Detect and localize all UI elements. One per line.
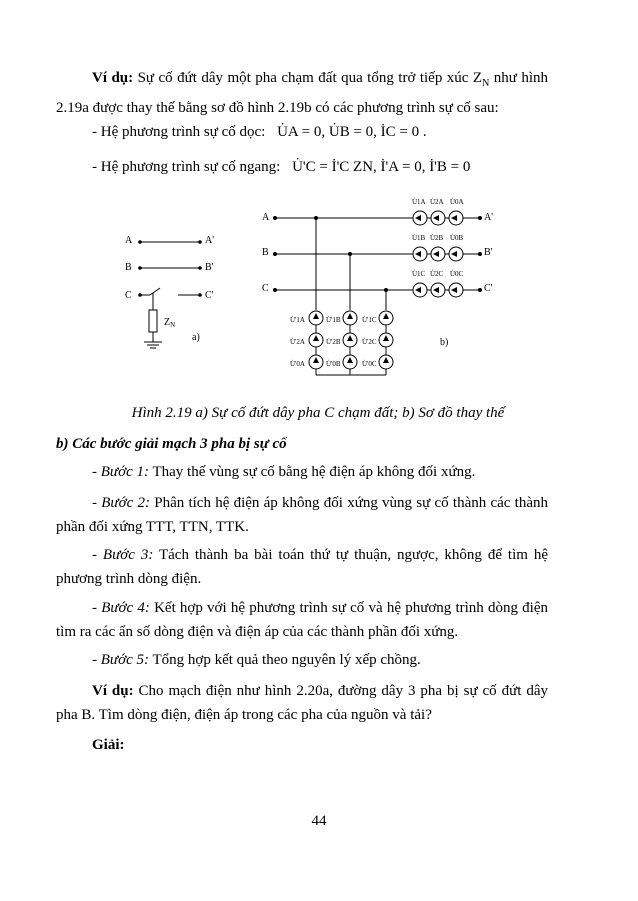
equation-shunt-formula: U̇'C = İ'C ZN, İ'A = 0, İ'B = 0	[292, 159, 471, 175]
step-4-text: Kết hợp với hệ phương trình sự cố và hệ phương trình dòng điện tìm ra các ẩn số dòng điện và điện áp của các thành phần đối xứng.	[56, 600, 548, 640]
fig-a-zn: $Z_N$	[164, 317, 176, 329]
label-2B: U̇2B	[430, 234, 444, 242]
fig-a-label-A2: A'	[205, 235, 215, 246]
label-p2C: U̇'2C	[362, 338, 377, 346]
fig-b-label-A2: A'	[484, 212, 494, 223]
fig-a-label-B: B	[125, 262, 132, 273]
fig-b-label-A: A	[262, 212, 270, 223]
example-2	[56, 679, 548, 727]
label-p0B: U̇'0B	[326, 360, 341, 368]
fig-a-label-C2: C'	[205, 290, 214, 301]
label-p1B: U̇'1B	[326, 316, 341, 324]
equation-series-formula: U̇A = 0, U̇B = 0, İC = 0 .	[277, 124, 427, 140]
step-3-label: - Bước 3:	[92, 547, 154, 563]
label-2C: U̇2C	[430, 270, 444, 278]
step-5-text: Tổng hợp kết quả theo nguyên lý xếp chồng.	[149, 652, 421, 668]
step-5-label: - Bước 5:	[92, 652, 149, 668]
label-0B: U̇0B	[450, 234, 464, 242]
step-1-label: - Bước 1:	[92, 464, 149, 480]
step-4	[56, 596, 548, 644]
fig-b-label-C2: C'	[484, 283, 493, 294]
equation-shunt	[92, 155, 470, 179]
equation-shunt-label: - Hệ phương trình sự cố ngang:	[92, 159, 281, 175]
label-0C: U̇0C	[450, 270, 464, 278]
step-3-text: Tách thành ba bài toán thứ tự thuận, ngược, không để tìm hệ phương trình dòng điện.	[56, 547, 548, 587]
page-number: 44	[311, 813, 327, 829]
example-paragraph	[56, 66, 548, 120]
step-4-label: - Bước 4:	[92, 600, 150, 616]
label-p0A: U̇'0A	[290, 360, 305, 368]
step-2	[56, 491, 548, 539]
fig-b-label-C: C	[262, 283, 269, 294]
label-1B: U̇1B	[412, 234, 426, 242]
label-p1A: U̇'1A	[290, 316, 305, 324]
step-3	[56, 543, 548, 591]
step-2-label: - Bước 2:	[92, 495, 150, 511]
figure-2-19	[0, 190, 638, 400]
figure-caption: Hình 2.19 a) Sự cố đứt dây pha C chạm đất; b) Sơ đồ thay thế	[131, 405, 505, 421]
label-1A: U̇1A	[412, 198, 426, 206]
step-5	[56, 648, 548, 672]
fig-a-tag: a)	[192, 332, 200, 343]
fig-a-label-A: A	[125, 235, 133, 246]
label-2A: U̇2A	[430, 198, 444, 206]
label-p2B: U̇'2B	[326, 338, 341, 346]
example-lead: Ví dụ:	[92, 70, 134, 86]
label-1C: U̇1C	[412, 270, 426, 278]
label-p2A: U̇'2A	[290, 338, 305, 346]
label-0A: U̇0A	[450, 198, 464, 206]
step-2-text: Phân tích hệ điện áp không đối xứng vùng sự cố thành các thành phần đối xứng TTT, TTN, TTK.	[56, 495, 548, 535]
section-heading: b) Các bước giải mạch 3 pha bị sự cố	[56, 436, 287, 452]
step-1-text: Thay thế vùng sự cố bằng hệ điện áp không đối xứng.	[149, 464, 476, 480]
example-text-cont: như hình 2.19a được thay thế bằng sơ đồ hình 2.19b có các phương trình sự cố sau:	[56, 70, 548, 116]
example-2-text: Cho mạch điện như hình 2.20a, đường dây 3 pha bị sự cố đứt dây pha B. Tìm dòng điện, điện áp trong các pha của nguồn và tải?	[56, 683, 548, 723]
fig-a-label-B2: B'	[205, 262, 214, 273]
shunt-sources	[290, 311, 393, 375]
example-text: Sự cố đứt dây một pha chạm đất qua tổng trở tiếp xúc Z	[133, 70, 483, 86]
fig-b-label-B: B	[262, 247, 269, 258]
fig-b-label-B2: B'	[484, 247, 493, 258]
series-sources	[412, 198, 464, 297]
solution-label: Giải:	[92, 737, 125, 753]
step-1	[56, 460, 548, 484]
example-2-lead: Ví dụ:	[92, 683, 134, 699]
figure-a	[125, 235, 214, 348]
figure-b	[262, 198, 493, 375]
fig-a-label-C: C	[125, 290, 132, 301]
example-subscript: N	[482, 78, 490, 89]
fig-b-tag: b)	[440, 337, 449, 348]
label-p1C: U̇'1C	[362, 316, 377, 324]
equation-series	[92, 120, 427, 144]
equation-series-label: - Hệ phương trình sự cố dọc:	[92, 124, 266, 140]
label-p0C: U̇'0C	[362, 360, 377, 368]
